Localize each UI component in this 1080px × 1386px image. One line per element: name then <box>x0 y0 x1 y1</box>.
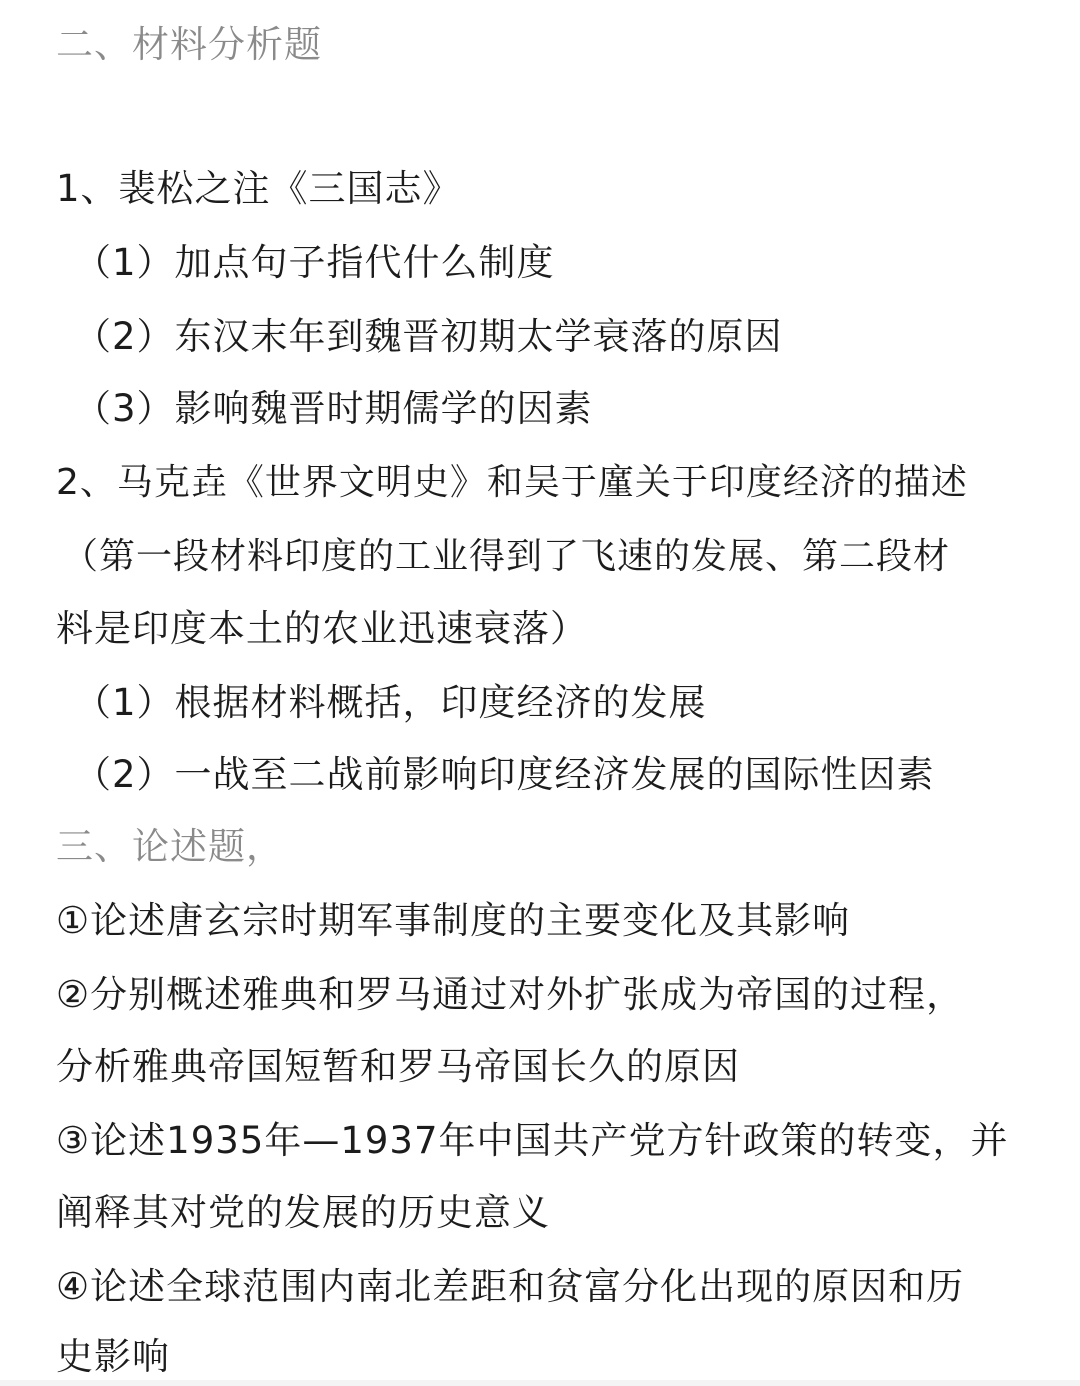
essay-item-2-line-1: ②分别概述雅典和罗马通过对外扩张成为帝国的过程， <box>56 973 965 1016</box>
question-1-sub-2: （2）东汉末年到魏晋初期太学衰落的原因 <box>74 315 783 358</box>
section-3-title: 三、论述题， <box>56 825 284 868</box>
question-2-note-line-2: 料是印度本土的农业迅速衰落） <box>56 607 588 650</box>
question-1-title: 1、裴松之注《三国志》 <box>56 167 461 210</box>
question-2-title: 2、马克垚《世界文明史》和吴于廑关于印度经济的描述 <box>56 462 968 503</box>
question-1-sub-1: （1）加点句子指代什么制度 <box>74 241 555 284</box>
essay-item-4-line-1: ④论述全球范围内南北差距和贫富分化出现的原因和历 <box>56 1265 965 1308</box>
essay-item-3-line-1: ③论述1935年—1937年中国共产党方针政策的转变，并 <box>56 1119 1009 1162</box>
section-2-title: 二、材料分析题 <box>56 23 322 66</box>
essay-item-1: ①论述唐玄宗时期军事制度的主要变化及其影响 <box>56 899 851 942</box>
essay-item-3-line-2: 阐释其对党的发展的历史意义 <box>56 1191 550 1234</box>
essay-item-4-line-2: 史影响 <box>56 1335 170 1378</box>
question-2-sub-2: （2）一战至二战前影响印度经济发展的国际性因素 <box>74 753 935 796</box>
question-1-sub-3: （3）影响魏晋时期儒学的因素 <box>74 387 593 430</box>
question-2-note-line-1: （第一段材料印度的工业得到了飞速的发展、第二段材 <box>62 536 951 577</box>
bottom-divider <box>0 1380 1080 1386</box>
question-2-sub-1: （1）根据材料概括，印度经济的发展 <box>74 681 707 724</box>
essay-item-2-line-2: 分析雅典帝国短暂和罗马帝国长久的原因 <box>56 1045 740 1088</box>
